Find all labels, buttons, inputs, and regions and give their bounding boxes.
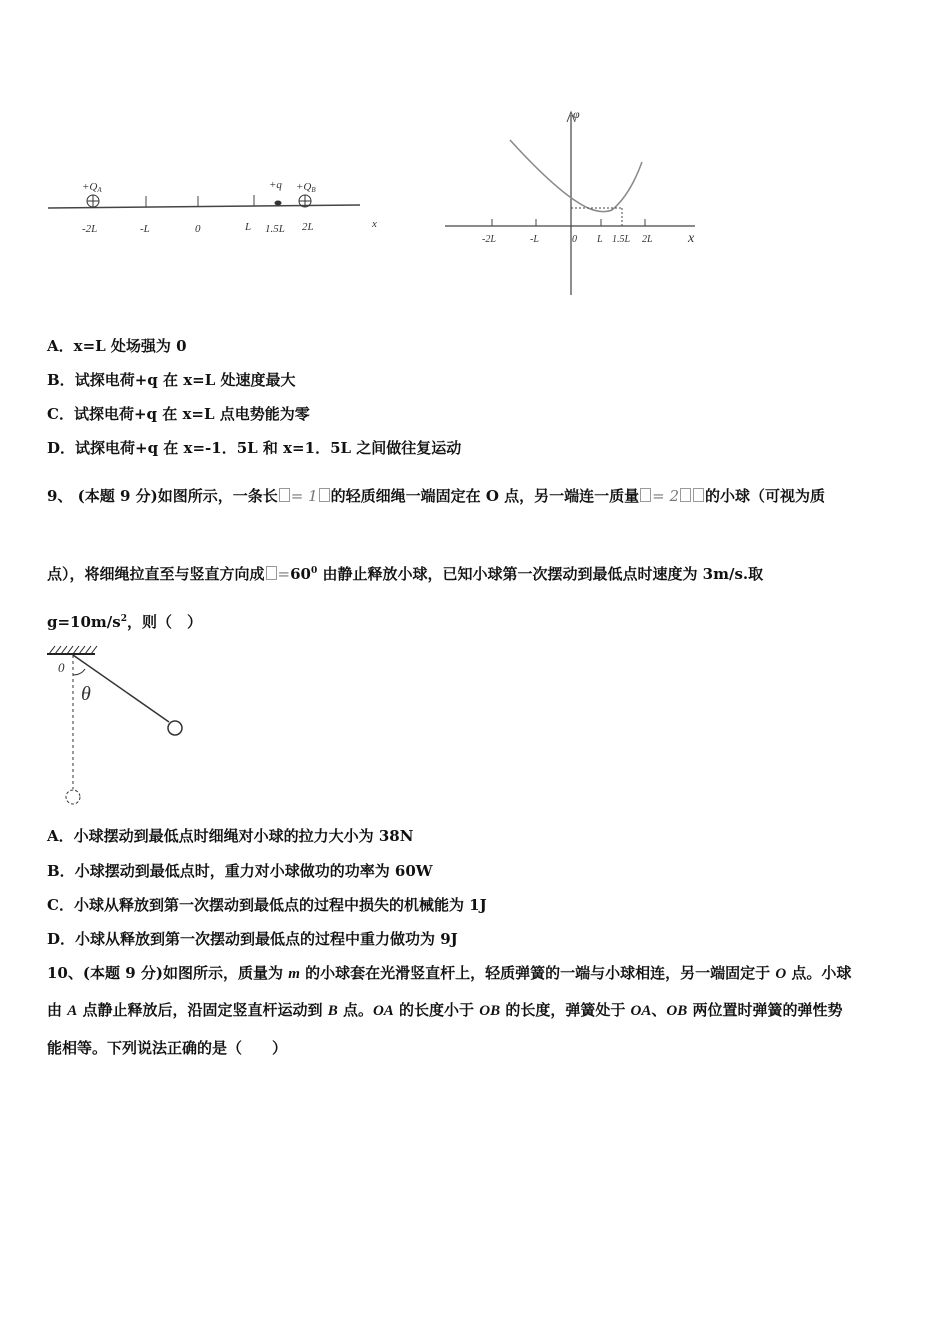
q9-stem-line3: $g=10m/s^2$，则（ ） xyxy=(47,613,203,631)
pendulum-ball xyxy=(168,721,182,735)
tick-label: L xyxy=(245,221,252,233)
tick-label: 2L xyxy=(642,234,653,245)
tick-label: -L xyxy=(140,223,150,235)
axis-label-x: x xyxy=(688,231,695,246)
tick-label: 0 xyxy=(195,223,201,235)
tick-label: L xyxy=(597,234,603,245)
tick-label: -2L xyxy=(482,234,496,245)
tick-label: 2L xyxy=(302,221,314,233)
theta-label: θ xyxy=(81,683,91,705)
q8-option-b: B．试探电荷+q 在 x=L 处速度最大 xyxy=(47,371,296,389)
tick-label: 0 xyxy=(572,234,577,245)
q9-stem-line2: 点），将细绳拉直至与竖直方向成 $=60^0$ 由静止释放小球，已知小球第一次摆动到最低点时速度为 3m/s.取 xyxy=(47,565,764,583)
pendulum-figure xyxy=(45,642,195,812)
label-qb: +QB xyxy=(296,181,316,194)
tick-label: -L xyxy=(530,234,539,245)
tick-label: 1.5L xyxy=(612,234,631,245)
q9-option-d: D．小球从释放到第一次摆动到最低点的过程中重力做功为 9J xyxy=(47,930,458,948)
q9-stem-line1: 9、 (本题 9 分)如图所示，一条长 = 1 的轻质细绳一端固定在 O 点，另一端连一质量 = 2 的小球（可视为质 xyxy=(47,487,826,505)
q9-option-b: B．小球摆动到最低点时，重力对小球做功的功率为 60W xyxy=(47,862,433,880)
potential-graph xyxy=(440,100,710,300)
pendulum-ball-lowest xyxy=(66,790,80,804)
axis-label-phi: φ xyxy=(573,107,580,121)
q8-option-c: C．试探电荷+q 在 x=L 点电势能为零 xyxy=(47,405,310,423)
q9-option-c: C．小球从释放到第一次摆动到最低点的过程中损失的机械能为 1J xyxy=(47,896,487,914)
q10-stem-line3: 能相等。下列说法正确的是（ ） xyxy=(47,1039,288,1057)
tick-label: 1.5L xyxy=(265,223,285,235)
axis-label-x: x xyxy=(372,218,377,230)
pivot-label: 0 xyxy=(58,660,65,675)
tick-label: -2L xyxy=(82,223,98,235)
q10-stem-line2: 由 A 点静止释放后，沿固定竖直杆运动到 B 点。OA 的长度小于 OB 的长度，弹簧处于 OA、OB 两位置时弹簧的弹性势 xyxy=(47,1001,843,1019)
q8-option-d: D．试探电荷+q 在 x=-1．5L 和 x=1．5L 之间做往复运动 xyxy=(47,439,462,457)
charge-axis-figure xyxy=(40,170,400,250)
label-qa: +QA xyxy=(82,181,102,194)
q9-option-a: A．小球摆动到最低点时细绳对小球的拉力大小为 38N xyxy=(47,827,414,845)
q10-stem-line1: 10、(本题 9 分)如图所示，质量为 m 的小球套在光滑竖直杆上，轻质弹簧的一端与小球相连，另一端固定于 O 点。小球 xyxy=(47,964,852,982)
potential-curve xyxy=(510,140,642,212)
test-charge-dot xyxy=(275,201,282,206)
label-q: +q xyxy=(269,179,282,191)
q8-option-a: A．x=L 处场强为 0 xyxy=(47,337,187,355)
